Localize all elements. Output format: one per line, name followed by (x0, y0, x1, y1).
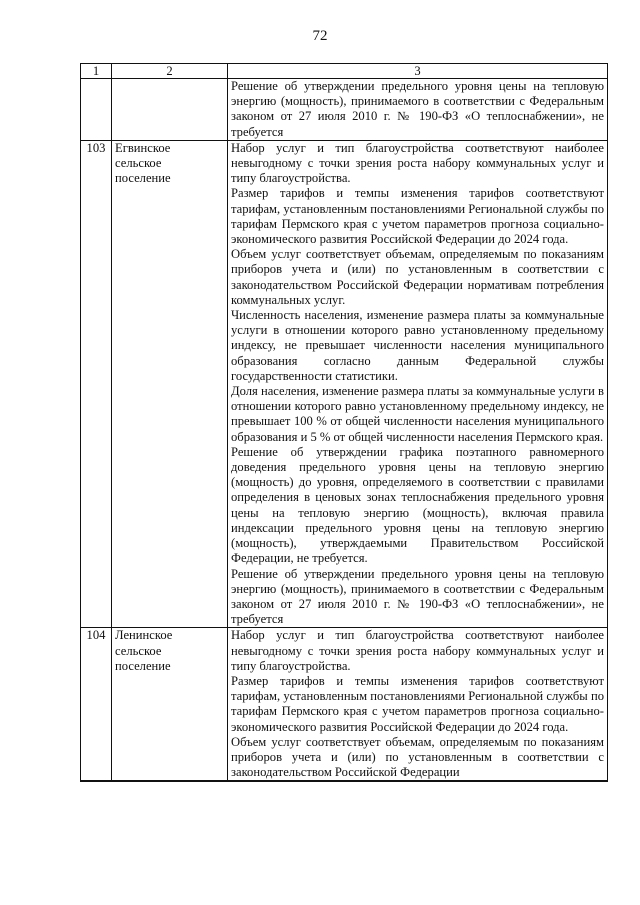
settlement-name: Ленинское сельское поселение (112, 628, 228, 782)
paragraph: Доля населения, изменение размера платы за коммунальные услуги в отношении которого равно установленному предельному индексу, не превышает 100 % от общей численности населения муниципального образования и 5 % от общей численности населения Пермского края. (231, 384, 604, 444)
paragraph: Размер тарифов и темпы изменения тарифов соответствуют тарифам, установленным постановлениями Региональной службы по тарифам Пермского края с учетом параметров прогноза социально-экономического развития Российской Федерации до 2024 года. (231, 673, 604, 734)
paragraph: Решение об утверждении предельного уровня цены на тепловую энергию (мощность), принимаемого в соответствии с Федеральным законом от 27 июля 2010 г. № 190-ФЗ «О теплоснабжении», не требуется (231, 79, 604, 139)
row-number: 104 (81, 628, 112, 782)
paragraph: Решение об утверждении графика поэтапного равномерного доведения предельного уровня цены на тепловую энергию (мощность) до уровня, определяемого в соответствии с правилами определения в ценовых зонах теплоснабжения предельного уровня цены на тепловую энергию (мощность), включая правила индексации предельного уровня цены на тепловую энергию (мощность), утверждаемыми Правительством Российской Федерации, не требуется. (231, 444, 604, 566)
row-number: 103 (81, 140, 112, 628)
table-row (81, 628, 608, 782)
page-number: 72 (312, 28, 328, 44)
continuation-text (228, 79, 608, 141)
settlement-name: Егвинское сельское поселение (112, 140, 228, 628)
table-header-row (81, 64, 608, 79)
continuation-row (81, 79, 608, 141)
paragraph: Объем услуг соответствует объемам, определяемым по показаниям приборов учета и (или) по установленным в соответствии с законодательством Российской Федерации (231, 734, 604, 780)
row-description (228, 140, 608, 628)
header-col-1: 1 (81, 64, 112, 79)
paragraph: Решение об утверждении предельного уровня цены на тепловую энергию (мощность), принимаемого в соответствии с Федеральным законом от 27 июля 2010 г. № 190-ФЗ «О теплоснабжении», не требуется (231, 566, 604, 627)
header-col-3: 3 (228, 64, 608, 79)
paragraph: Набор услуг и тип благоустройства соответствуют наиболее невыгодному с точки зрения роста набору коммунальных услуг и типу благоустройства. (231, 628, 604, 673)
tariff-table (80, 63, 608, 782)
paragraph: Размер тарифов и темпы изменения тарифов соответствуют тарифам, установленным постановлениями Региональной службы по тарифам Пермского края с учетом параметров прогноза социально-экономического развития Российской Федерации до 2024 года. (231, 186, 604, 247)
table-row (81, 140, 608, 628)
header-col-2: 2 (112, 64, 228, 79)
paragraph: Численность населения, изменение размера платы за коммунальные услуги в отношении которого равно установленному предельному индексу, не превышает численности населения муниципального образования согласно данным Федеральной службы государственности статистики. (231, 308, 604, 383)
paragraph: Объем услуг соответствует объемам, определяемым по показаниям приборов учета и (или) по установленным в соответствии с законодательством Российской Федерации нормативам потребления коммунальных услуг. (231, 247, 604, 307)
row-description (228, 628, 608, 782)
paragraph: Набор услуг и тип благоустройства соответствуют наиболее невыгодному с точки зрения роста набору коммунальных услуг и типу благоустройства. (231, 140, 604, 186)
